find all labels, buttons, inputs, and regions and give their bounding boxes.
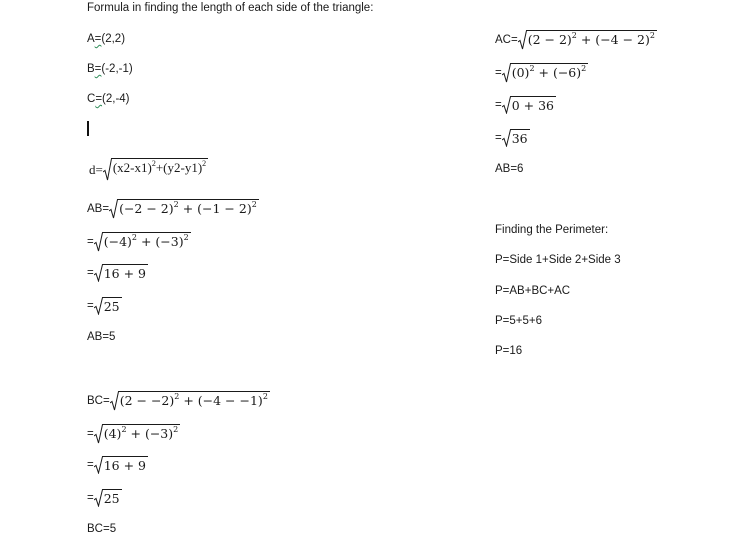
math-term: + (−3): [137, 234, 184, 249]
radical-sign: [518, 30, 527, 50]
exponent: 2: [649, 31, 655, 40]
equals-prefix: =: [87, 459, 94, 471]
perimeter-line: P=16: [495, 345, 523, 357]
ab-step-1: [87, 199, 259, 219]
math-term: +(y2-y1): [155, 160, 203, 175]
ab-radicand-2: [103, 232, 191, 252]
math-term: (−4): [103, 234, 132, 249]
bc-radical-2: [94, 424, 181, 444]
radical-sign: [94, 489, 103, 507]
ab-result: AB=5: [87, 331, 116, 343]
equals-prefix: =: [495, 99, 502, 111]
bc-step-4: [87, 489, 122, 507]
math-term: (2 − −2): [119, 393, 175, 408]
bc-radical-4: [94, 489, 122, 507]
equals-prefix: =: [87, 236, 94, 248]
ab-radicand-1: [118, 199, 259, 219]
ac-radical-4: [502, 129, 530, 147]
ab-radical-4: [94, 297, 122, 315]
ac-lhs: AC=: [495, 34, 518, 46]
bc-radicand-3: 16 + 9: [103, 458, 146, 473]
ac-step-3: [495, 96, 556, 114]
exponent: 2: [581, 64, 587, 73]
point-c: [87, 91, 130, 107]
math-term: + (−6): [534, 65, 582, 80]
bc-radicand-4: 25: [103, 491, 120, 506]
ab-radical-3: [94, 264, 148, 282]
ac-radicand-2: [511, 63, 589, 83]
point-a: [87, 31, 125, 47]
ab-step-4: [87, 297, 122, 315]
page-title: Formula in finding the length of each side of the triangle:: [87, 2, 374, 14]
bc-lhs: BC=: [87, 395, 110, 407]
bc-radicand-2: [103, 424, 181, 444]
radical-sign: [94, 424, 103, 444]
radical-sign: [103, 158, 112, 182]
exponent: 2: [529, 64, 535, 73]
radical-sign: [110, 391, 119, 411]
equals-prefix: =: [87, 428, 94, 440]
ac-step-2: [495, 63, 588, 83]
ab-radical-2: [94, 232, 191, 252]
point-label: B: [87, 63, 95, 75]
point-sep: =: [95, 93, 103, 105]
point-sep: =: [94, 63, 102, 75]
math-term: (−2 − 2): [119, 201, 174, 216]
bc-radicand-1: [119, 391, 270, 411]
ac-radical-1: [518, 30, 657, 50]
ac-radicand-1: [527, 30, 657, 50]
bc-radical-3: [94, 456, 148, 474]
equals-prefix: =: [87, 492, 94, 504]
exponent: 2: [202, 159, 207, 168]
exponent: 2: [183, 233, 189, 242]
formula-lhs: d=: [89, 162, 103, 177]
ab-lhs: AB=: [87, 203, 110, 215]
ab-step-3: [87, 264, 148, 282]
exponent: 2: [151, 159, 156, 168]
perimeter-heading: Finding the Perimeter:: [495, 224, 609, 236]
ac-result: AB=6: [495, 163, 524, 175]
point-label: A: [87, 33, 95, 45]
bc-step-3: [87, 456, 148, 474]
perimeter-line: P=AB+BC+AC: [495, 285, 571, 297]
exponent: 2: [173, 200, 179, 209]
point-coords: (-2,-1): [101, 63, 133, 75]
ac-radicand-3: 0 + 36: [511, 98, 554, 113]
exponent: 2: [121, 425, 127, 434]
math-term: (4): [103, 426, 122, 441]
radical-sign: [94, 264, 103, 282]
bc-result: BC=5: [87, 523, 117, 535]
ac-step-1: [495, 30, 657, 50]
exponent: 2: [173, 425, 179, 434]
point-coords: (2,-4): [102, 93, 130, 105]
ac-radicand-4: 36: [511, 131, 528, 146]
radical-sign: [94, 456, 103, 474]
radical-sign: [94, 232, 103, 252]
math-term: + (−4 − 2): [576, 32, 650, 47]
radical-sign: [502, 63, 511, 83]
ac-step-4: [495, 129, 530, 147]
equals-prefix: =: [495, 67, 502, 79]
equals-prefix: =: [495, 132, 502, 144]
point-coords: (2,2): [101, 33, 126, 45]
text-cursor: [87, 121, 89, 136]
math-term: (0): [511, 65, 530, 80]
point-b: [87, 61, 133, 77]
ab-step-2: [87, 232, 191, 252]
exponent: 2: [571, 31, 577, 40]
radical-sign: [94, 297, 103, 315]
radical-sign: [502, 96, 511, 114]
math-term: (2 − 2): [527, 32, 572, 47]
radical-sign: [502, 129, 511, 147]
equals-prefix: =: [87, 300, 94, 312]
ac-radical-2: [502, 63, 589, 83]
bc-step-2: [87, 424, 180, 444]
radical-sign: [109, 199, 118, 219]
math-term: (x2-x1): [112, 160, 152, 175]
math-term: + (−4 − −1): [179, 393, 263, 408]
math-term: + (−1 − 2): [178, 201, 252, 216]
math-term: + (−3): [126, 426, 174, 441]
formula-radical: [103, 158, 208, 182]
ab-radical-1: [109, 199, 259, 219]
ac-radical-3: [502, 96, 556, 114]
exponent: 2: [174, 392, 180, 401]
ab-radicand-3: 16 + 9: [103, 266, 146, 281]
point-label: C: [87, 93, 96, 105]
equals-prefix: =: [87, 267, 94, 279]
exponent: 2: [251, 200, 257, 209]
distance-formula: [89, 158, 208, 182]
formula-radicand: [112, 158, 208, 182]
exponent: 2: [262, 392, 268, 401]
point-sep: =: [94, 33, 102, 45]
perimeter-line: P=Side 1+Side 2+Side 3: [495, 254, 621, 266]
exponent: 2: [131, 233, 137, 242]
perimeter-line: P=5+5+6: [495, 315, 543, 327]
ab-radicand-4: 25: [103, 299, 120, 314]
bc-step-1: [87, 391, 270, 411]
bc-radical-1: [110, 391, 270, 411]
